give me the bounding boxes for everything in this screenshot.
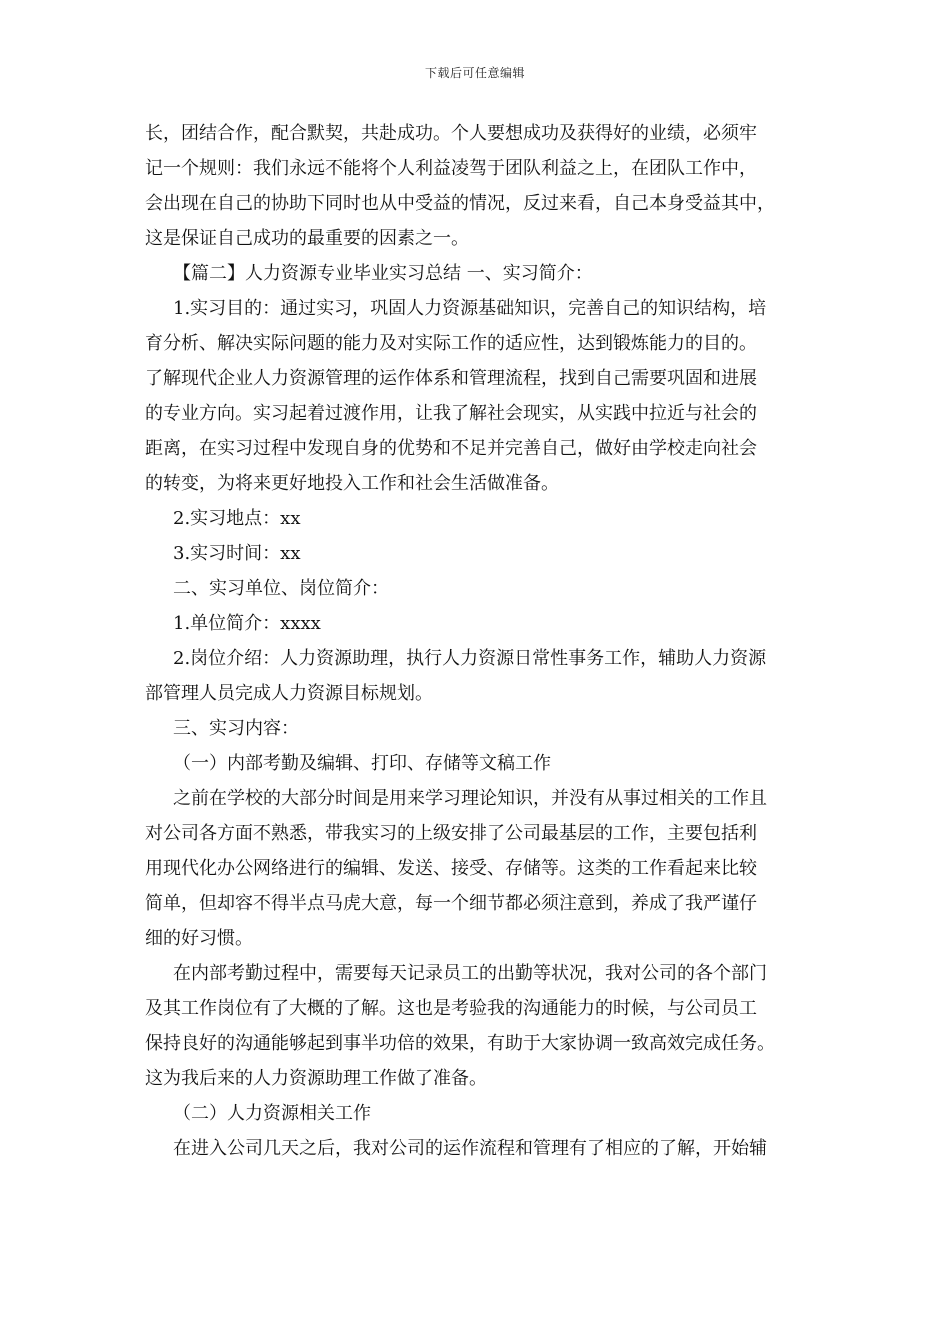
text-line: 用现代化办公网络进行的编辑、发送、接受、存储等。这类的工作看起来比较 bbox=[145, 858, 757, 879]
text-line: 及其工作岗位有了大概的了解。这也是考验我的沟通能力的时候，与公司员工 bbox=[145, 998, 757, 1019]
text-line: 这是保证自己成功的最重要的因素之一。 bbox=[145, 228, 469, 249]
text-line: 这为我后来的人力资源助理工作做了准备。 bbox=[145, 1068, 487, 1089]
text-line: 距离，在实习过程中发现自身的优势和不足并完善自己，做好由学校走向社会 bbox=[145, 438, 757, 459]
text-line: 2.岗位介绍：人力资源助理，执行人力资源日常性事务工作，辅助人力资源 bbox=[173, 648, 767, 669]
text-line: 之前在学校的大部分时间是用来学习理论知识，并没有从事过相关的工作且 bbox=[173, 788, 767, 809]
text-line: 对公司各方面不熟悉，带我实习的上级安排了公司最基层的工作，主要包括利 bbox=[145, 823, 757, 844]
text-line: 1.实习目的：通过实习，巩固人力资源基础知识，完善自己的知识结构，培 bbox=[173, 298, 767, 319]
page-header: 下载后可任意编辑 bbox=[424, 66, 525, 80]
text-line: 2.实习地点：xx bbox=[173, 508, 301, 529]
text-line: 细的好习惯。 bbox=[145, 928, 253, 949]
text-line: 在内部考勤过程中，需要每天记录员工的出勤等状况，我对公司的各个部门 bbox=[173, 963, 767, 984]
text-line: 会出现在自己的协助下同时也从中受益的情况，反过来看，自己本身受益其中， bbox=[145, 193, 775, 214]
text-line: 部管理人员完成人力资源目标规划。 bbox=[145, 683, 433, 704]
text-line: 记一个规则：我们永远不能将个人利益凌驾于团队利益之上，在团队工作中， bbox=[145, 158, 757, 179]
text-line: 保持良好的沟通能够起到事半功倍的效果，有助于大家协调一致高效完成任务。 bbox=[145, 1033, 775, 1054]
subsection-heading: （二）人力资源相关工作 bbox=[173, 1103, 371, 1124]
text-line: 育分析、解决实际问题的能力及对实际工作的适应性，达到锻炼能力的目的。 bbox=[145, 333, 757, 354]
section-heading: 二、实习单位、岗位简介： bbox=[173, 578, 389, 599]
text-line: 的专业方向。实习起着过渡作用，让我了解社会现实，从实践中拉近与社会的 bbox=[145, 403, 757, 424]
text-line: 1.单位简介：xxxx bbox=[173, 613, 321, 634]
text-line: 了解现代企业人力资源管理的运作体系和管理流程，找到自己需要巩固和进展 bbox=[145, 368, 757, 389]
text-line: 简单，但却容不得半点马虎大意，每一个细节都必须注意到，养成了我严谨仔 bbox=[145, 893, 757, 914]
section-heading: 三、实习内容： bbox=[173, 718, 299, 739]
text-line: 在进入公司几天之后，我对公司的运作流程和管理有了相应的了解，开始辅 bbox=[173, 1138, 767, 1159]
document-body bbox=[145, 116, 810, 1166]
text-line: 的转变，为将来更好地投入工作和社会生活做准备。 bbox=[145, 473, 559, 494]
text-line: 3.实习时间：xx bbox=[173, 543, 301, 564]
text-line: 长，团结合作，配合默契，共赴成功。个人要想成功及获得好的业绩，必须牢 bbox=[145, 123, 757, 144]
subsection-heading: （一）内部考勤及编辑、打印、存储等文稿工作 bbox=[173, 753, 551, 774]
section-heading: 【篇二】人力资源专业毕业实习总结 一、实习简介： bbox=[173, 263, 593, 284]
